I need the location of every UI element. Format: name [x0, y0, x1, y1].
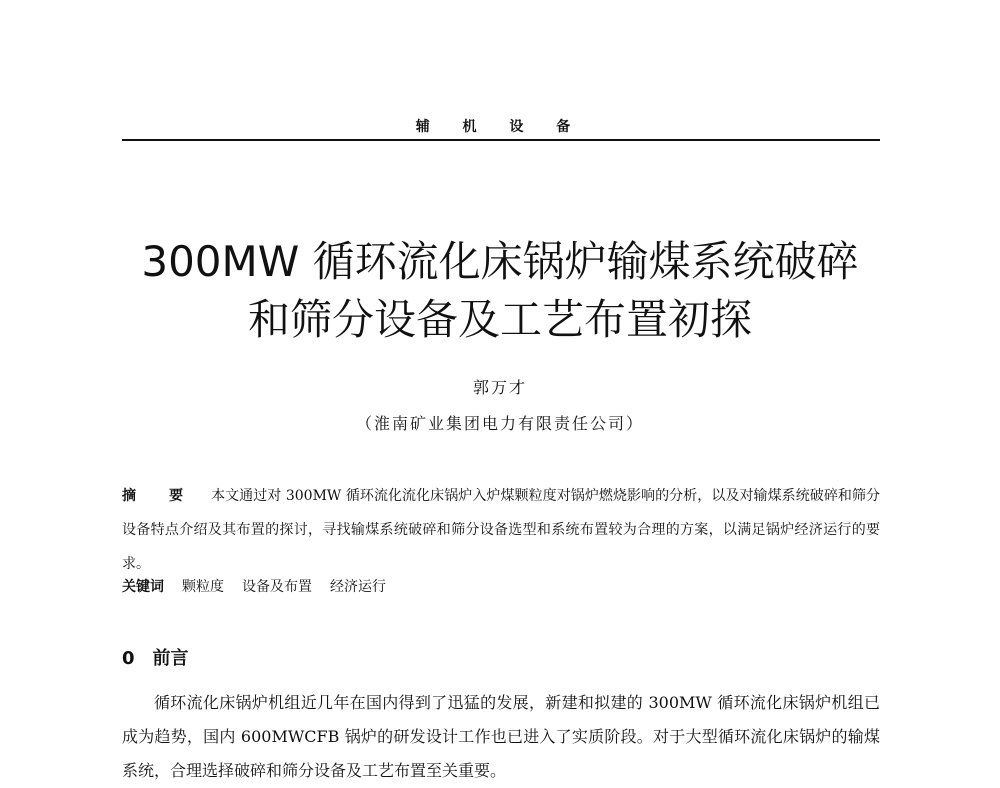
title-line-2: 和筛分设备及工艺布置初探 [247, 295, 752, 344]
abstract-text: 本文通过对 300MW 循环流化流化床锅炉入炉煤颗粒度对锅炉燃烧影响的分析，以及对输煤系统破碎和筛分设备特点介绍及其布置的探讨，寻找输煤系统破碎和筛分设备选型和系统布置较为合理的方案，以满足锅炉经济运行的要求。 [122, 488, 880, 572]
author: 郭万才 [472, 378, 527, 397]
title-line-1: 300MW 循环流化床锅炉输煤系统破碎 [141, 237, 859, 286]
keywords [122, 576, 880, 596]
section-number: 0 [122, 648, 135, 669]
section-title: 前言 [152, 648, 189, 669]
abstract [122, 479, 880, 581]
intro-paragraph: 循环流化床锅炉机组近几年在国内得到了迅猛的发展，新建和拟建的 300MW 循环流化床锅炉机组已成为趋势，国内 600MWCFB 锅炉的研发设计工作也已进入了实质阶段。对于大型循环流化床锅炉的输煤系统，合理选择破碎和筛分设备及工艺布置至关重要。 [122, 693, 880, 780]
section-header: 辅 机 设 备 [415, 119, 585, 135]
keyword: 设备及布置 [242, 579, 312, 595]
section-heading [122, 644, 189, 670]
affiliation: （淮南矿业集团电力有限责任公司） [355, 414, 644, 433]
header-rule [122, 139, 880, 141]
abstract-label: 摘 要 [122, 488, 198, 504]
keyword: 经济运行 [330, 579, 386, 595]
keyword: 颗粒度 [182, 579, 224, 595]
keywords-label: 关键词 [122, 579, 164, 595]
